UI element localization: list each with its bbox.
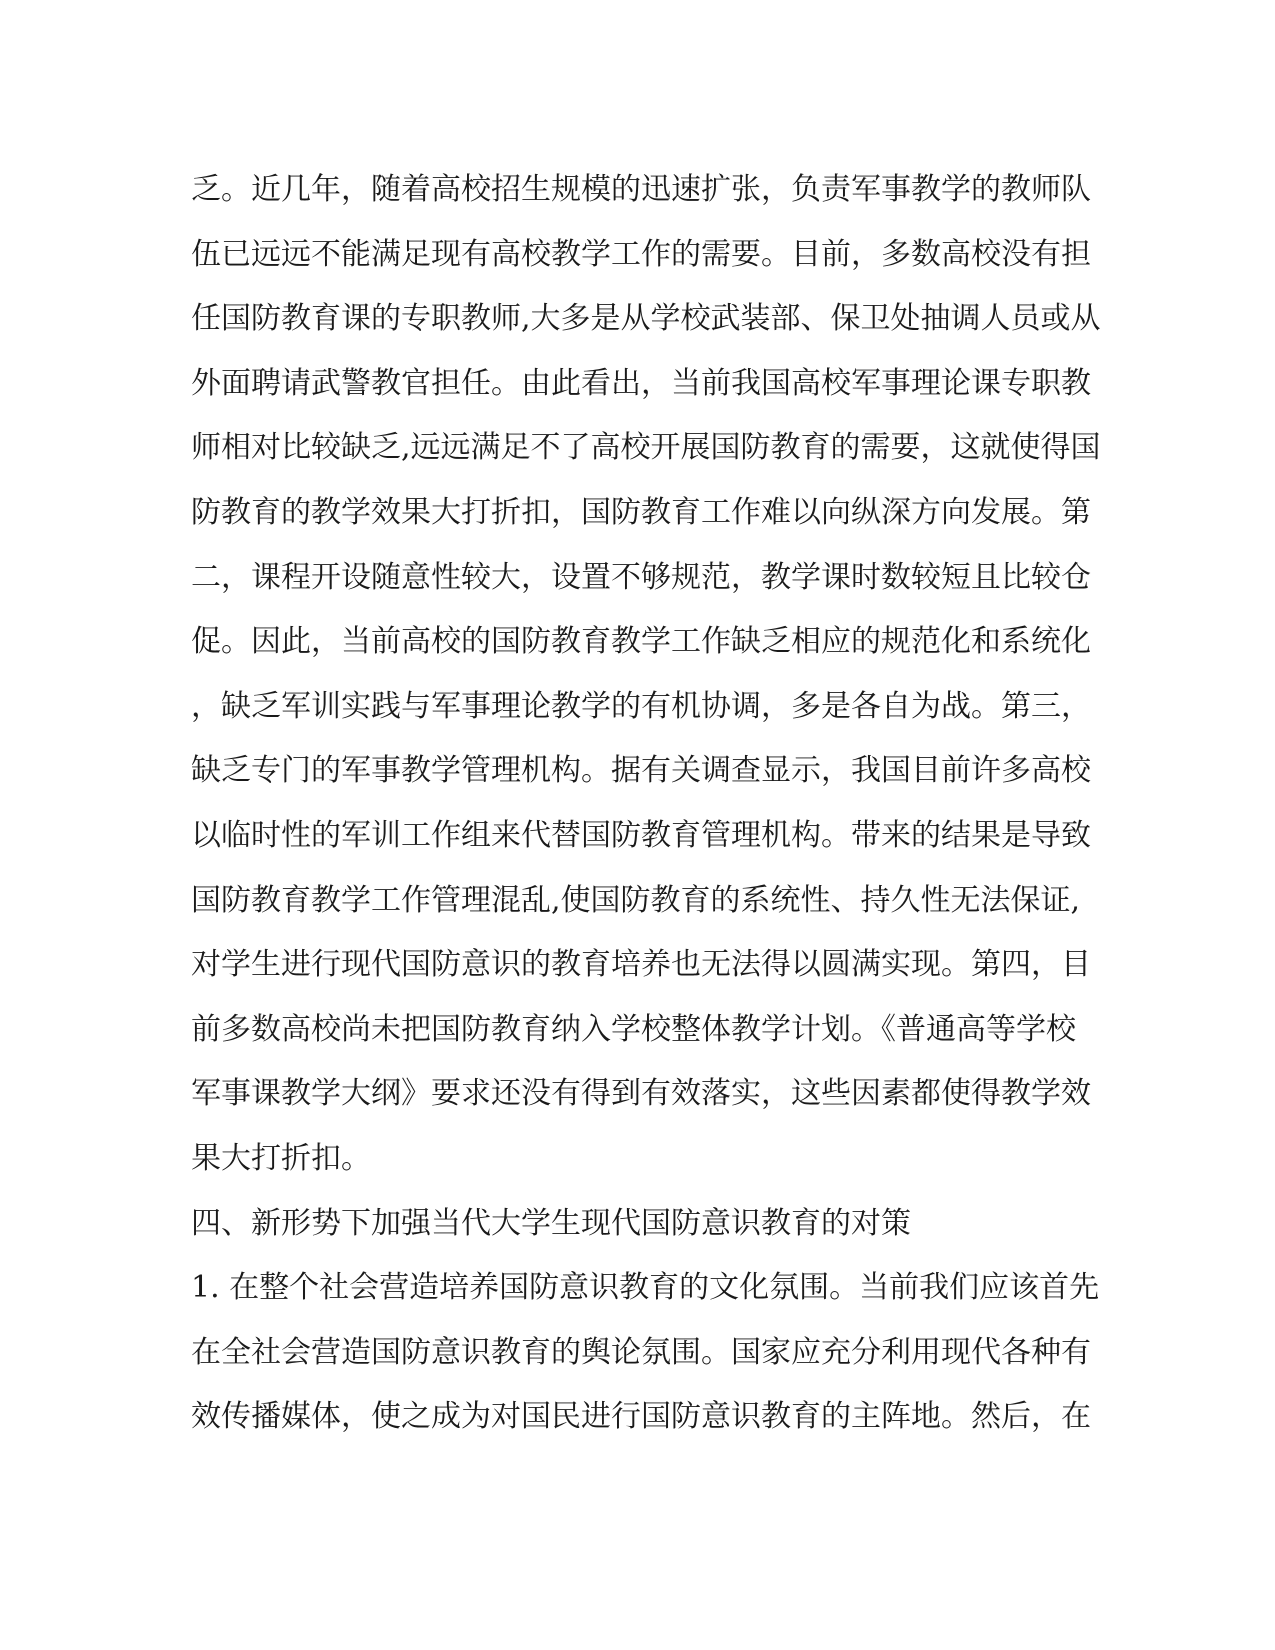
text-line: 效传播媒体，使之成为对国民进行国防意识教育的主阵地。然后，在 [191, 1399, 1091, 1435]
text-line: 促。因此，当前高校的国防教育教学工作缺乏相应的规范化和系统化 [191, 624, 1091, 660]
text-line: 防教育的教学效果大打折扣，国防教育工作难以向纵深方向发展。第 [191, 494, 1091, 530]
text-line: 以临时性的军训工作组来代替国防教育管理机构。带来的结果是导致 [191, 817, 1091, 853]
text-line: 前多数高校尚未把国防教育纳入学校整体教学计划。《普通高等学校 [191, 1011, 1076, 1047]
text-line: 二，课程开设随意性较大，设置不够规范，教学课时数较短且比较仓 [191, 559, 1091, 595]
text-line: 伍已远远不能满足现有高校教学工作的需要。目前，多数高校没有担 [191, 236, 1091, 272]
text-line: 在全社会营造国防意识教育的舆论氛围。国家应充分利用现代各种有 [191, 1334, 1091, 1370]
text-line: 军事课教学大纲》要求还没有得到有效落实，这些因素都使得教学效 [191, 1076, 1091, 1112]
section-heading: 四、新形势下加强当代大学生现代国防意识教育的对策 [191, 1205, 911, 1241]
text-line: 乏。近几年，随着高校招生规模的迅速扩张，负责军事教学的教师队 [191, 172, 1091, 207]
text-line: 对学生进行现代国防意识的教育培养也无法得以圆满实现。第四，目 [191, 947, 1091, 983]
text-line: ，缺乏军训实践与军事理论教学的有机协调，多是各自为战。第三， [191, 688, 1091, 724]
text-line: 外面聘请武警教官担任。由此看出，当前我国高校军事理论课专职教 [191, 365, 1091, 401]
text-line: 1. 在整个社会营造培养国防意识教育的文化氛围。当前我们应该首先 [191, 1270, 1100, 1306]
body-text [191, 158, 1101, 1450]
text-line: 果大打折扣。 [191, 1140, 371, 1176]
text-line: 缺乏专门的军事教学管理机构。据有关调查显示，我国目前许多高校 [191, 753, 1091, 789]
text-line: 国防教育教学工作管理混乱,使国防教育的系统性、持久性无法保证, [191, 882, 1081, 918]
text-line: 师相对比较缺乏,远远满足不了高校开展国防教育的需要，这就使得国 [191, 430, 1101, 466]
text-line: 任国防教育课的专职教师,大多是从学校武装部、保卫处抽调人员或从 [191, 301, 1101, 337]
